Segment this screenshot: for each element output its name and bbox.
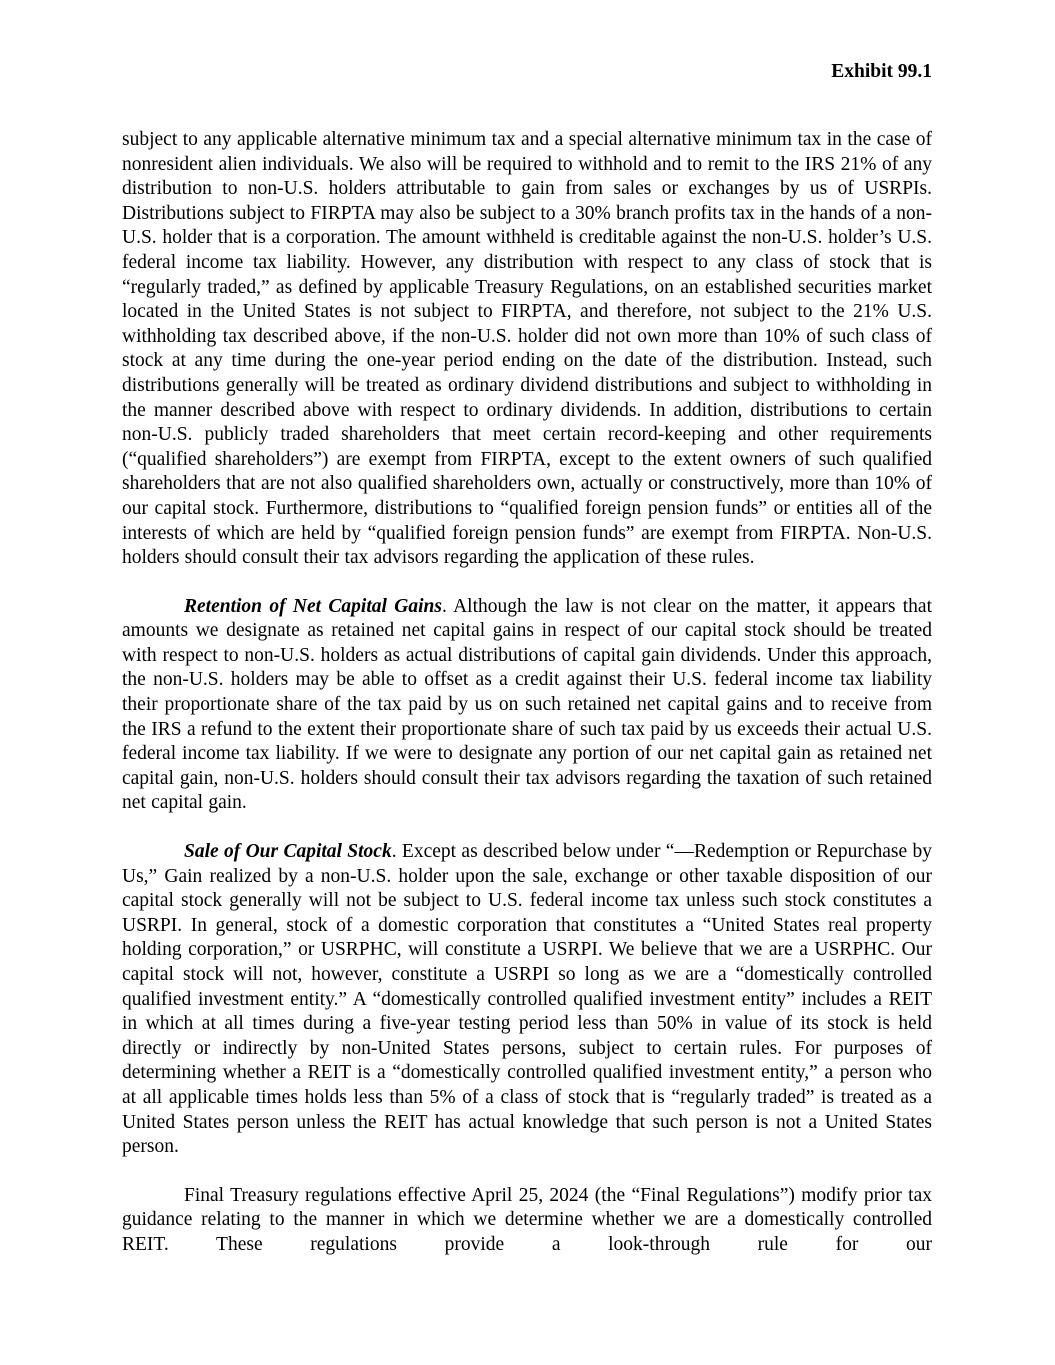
paragraph-text: . Except as described below under “—Redemption or Repurchase by Us,” Gain realized by a non-U.S. holder upon the sale, exchange or other taxable disposition of our capital stock generally will not be subject to U.S. federal income tax unless such stock constitutes a USRPI. In general, stock of a domestic corporation that constitutes a “United States real property holding corporation,” or USRPHC, will constitute a USRPI. We believe that we are a USRPHC. Our capital stock will not, however, constitute a USRPI so long as we are a “domestically controlled qualified investment entity.” A “domestically controlled qualified investment entity” includes a REIT in which at all times during a five-year testing period less than 50% in value of its stock is held directly or indirectly by non-United States persons, subject to certain rules. For purposes of determining whether a REIT is a “domestically controlled qualified investment entity,” a person who at all applicable times holds less than 5% of a class of stock that is “regularly traded” is treated as a United States person unless the REIT has actual knowledge that such person is not a United States person. xyxy=(122,841,932,1158)
paragraph-text: Final Treasury regulations effective April 25, 2024 (the “Final Regulations”) modify prior tax guidance relating to the manner in which we determine whether we are a domestically controlled REIT. These regulations provide a look-through rule for our xyxy=(122,1184,932,1255)
paragraph-retention-of-net-capital-gains xyxy=(122,595,932,816)
paragraph-text: subject to any applicable alternative minimum tax and a special alternative minimum tax in the case of nonresident alien individuals. We also will be required to withhold and to remit to the IRS 21% of any distribution to non-U.S. holders attributable to gain from sales or exchanges by us of USRPIs. Distributions subject to FIRPTA may also be subject to a 30% branch profits tax in the hands of a non-U.S. holder that is a corporation. The amount withheld is creditable against the non-U.S. holder’s U.S. federal income tax liability. However, any distribution with respect to any class of stock that is “regularly traded,” as defined by applicable Treasury Regulations, on an established securities market located in the United States is not subject to FIRPTA, and therefore, not subject to the 21% U.S. withholding tax described above, if the non-U.S. holder did not own more than 10% of such class of stock at any time during the one-year period ending on the date of the distribution. Instead, such distributions generally will be treated as ordinary dividend distributions and subject to withholding in the manner described above with respect to ordinary dividends. In addition, distributions to certain non-U.S. publicly traded shareholders that meet certain record-keeping and other requirements (“qualified shareholders”) are exempt from FIRPTA, except to the extent owners of such qualified shareholders that are not also qualified shareholders own, actually or constructively, more than 10% of our capital stock. Furthermore, distributions to “qualified foreign pension funds” or entities all of the interests of which are held by “qualified foreign pension funds” are exempt from FIRPTA. Non-U.S. holders should consult their tax advisors regarding the application of these rules. xyxy=(122,129,932,569)
paragraph-sale-of-our-capital-stock xyxy=(122,840,932,1160)
paragraph-text: . Although the law is not clear on the matter, it appears that amounts we designate as retained net capital gains in respect of our capital stock should be treated with respect to non-U.S. holders as actual distributions of capital gain dividends. Under this approach, the non-U.S. holders may be able to offset as a credit against their U.S. federal income tax liability their proportionate share of the tax paid by us on such retained net capital gains and to receive from the IRS a refund to the extent their proportionate share of such tax paid by us exceeds their actual U.S. federal income tax liability. If we were to designate any portion of our net capital gain as retained net capital gain, non-U.S. holders should consult their tax advisors regarding the taxation of such retained net capital gain. xyxy=(122,595,932,814)
paragraph-lead-heading: Sale of Our Capital Stock xyxy=(184,841,392,863)
paragraph-final-treasury-regulations xyxy=(122,1184,932,1258)
exhibit-number-header: Exhibit 99.1 xyxy=(831,61,932,82)
paragraph-firpta-distributions xyxy=(122,128,932,571)
paragraph-lead-heading: Retention of Net Capital Gains xyxy=(184,595,442,617)
